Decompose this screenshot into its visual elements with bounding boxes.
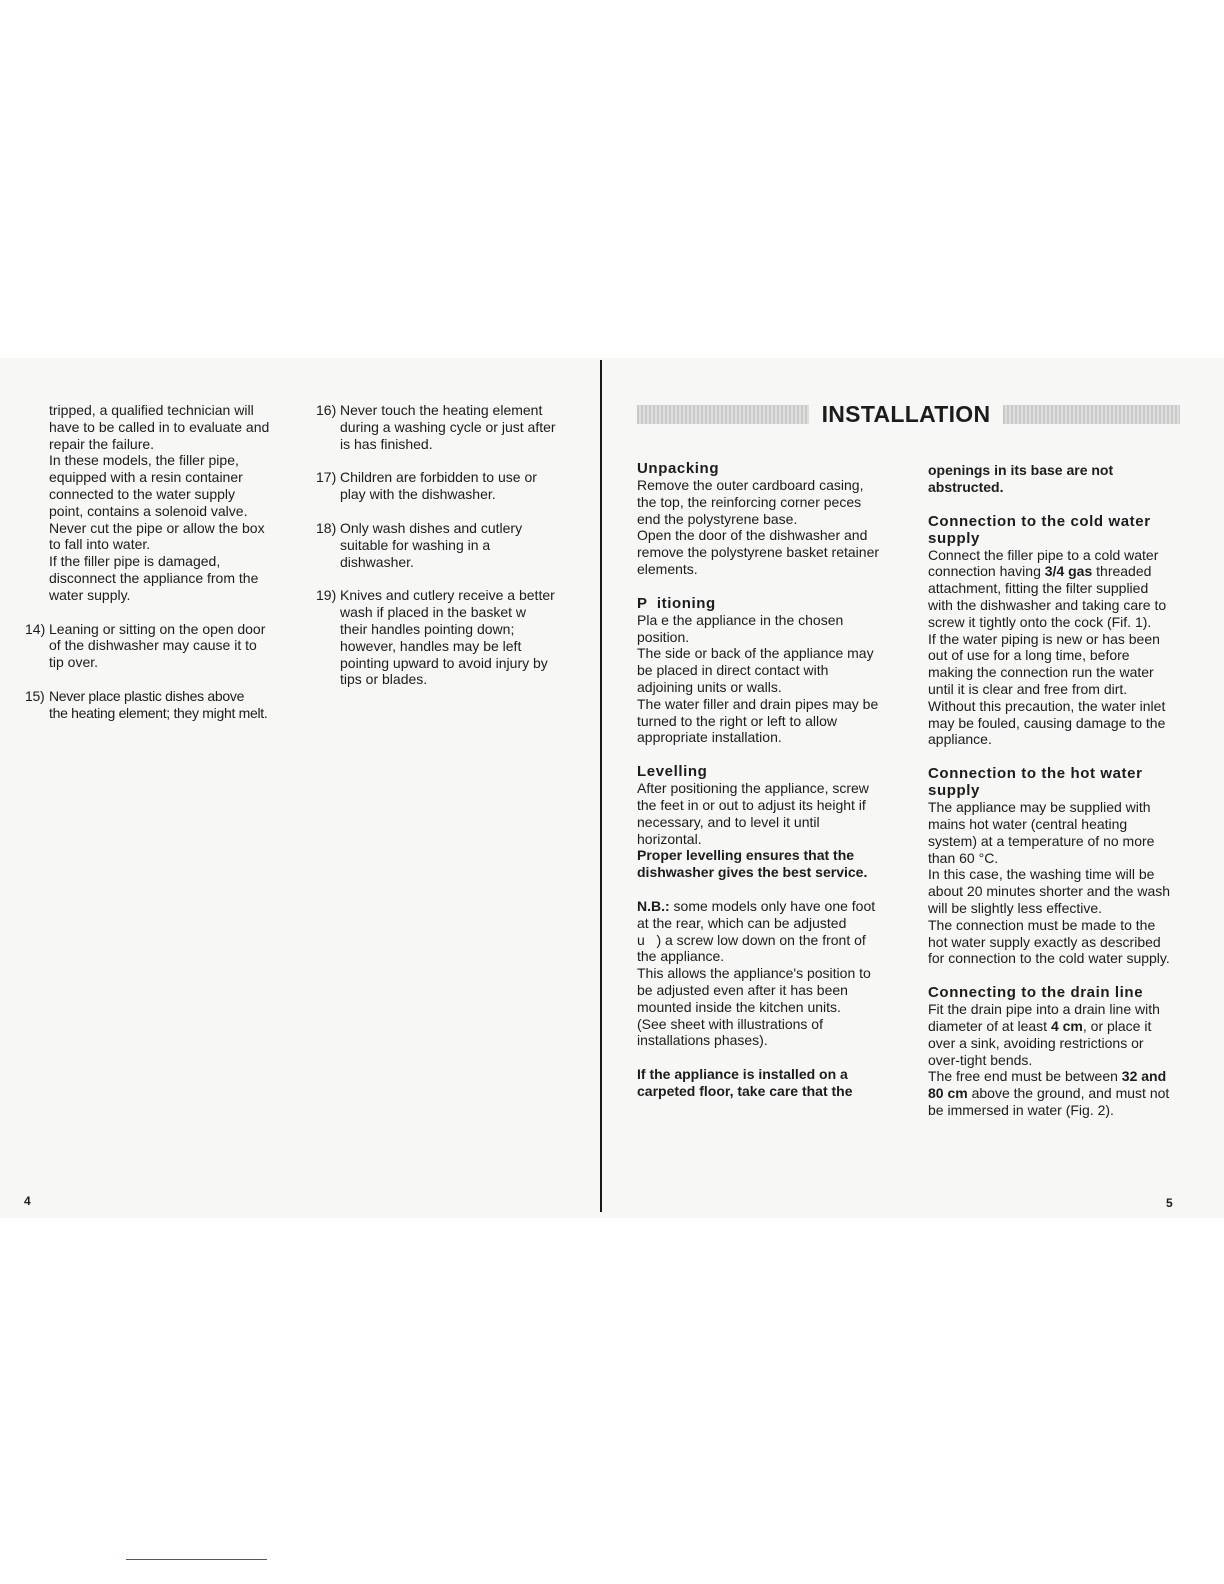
text-line: dishwasher. <box>340 553 414 570</box>
text-line: than 60 °C. <box>928 849 999 866</box>
text-line-mixed <box>928 1068 1190 1085</box>
text-line: Connect the filler pipe to a cold water <box>928 546 1159 563</box>
text-line: The connection must be made to the <box>928 916 1156 933</box>
left-column-1 <box>25 402 295 739</box>
text-line: be adjusted even after it has been <box>637 981 848 998</box>
safety-item-18 <box>316 520 586 570</box>
text-line-mixed <box>928 563 1190 580</box>
text-line: out of use for a long time, before <box>928 647 1130 664</box>
text-line-mixed <box>928 1085 1190 1102</box>
positioning-section <box>637 595 907 746</box>
text-line: the feet in or out to adjust its height if <box>637 796 866 813</box>
text-line: u ) a screw low down on the front of <box>637 931 866 948</box>
text-line: hot water supply exactly as described <box>928 933 1161 950</box>
text-run-bold: 3/4 gas <box>1044 563 1093 580</box>
text-line: the heating element; they might melt. <box>49 704 268 721</box>
text-run: diameter of at least <box>928 1017 1051 1034</box>
levelling-section <box>637 763 907 881</box>
text-line: Only wash dishes and cutlery <box>340 519 523 536</box>
text-line: Never cut the pipe or allow the box <box>49 519 265 536</box>
text-line: This allows the appliance's position to <box>637 965 871 982</box>
text-line: Never touch the heating element <box>340 402 543 418</box>
nb-first-line <box>637 898 907 915</box>
safety-item-17 <box>316 469 586 503</box>
text-line: may be fouled, causing damage to the <box>928 714 1166 731</box>
text-line: repair the failure. <box>49 435 155 452</box>
text-line: turned to the right or left to allow <box>637 712 837 729</box>
text-run: connection having <box>928 563 1045 580</box>
item-number: 16) <box>316 402 337 418</box>
text-line: installations phases). <box>637 1032 768 1049</box>
text-line: tip over. <box>49 654 99 671</box>
carpet-warning-part1 <box>637 1066 907 1100</box>
text-line: the appliance. <box>637 948 725 965</box>
text-line: at the rear, which can be adjusted <box>637 914 847 931</box>
page-number-left: 4 <box>24 1194 31 1208</box>
text-run: , or place it <box>1082 1017 1152 1034</box>
text-run: above the ground, and must not <box>967 1085 1170 1102</box>
item-number: 15) <box>25 687 45 704</box>
left-column-2 <box>316 402 586 705</box>
text-line: disconnect the appliance from the <box>49 569 259 586</box>
text-line: attachment, fitting the filter supplied <box>928 580 1149 597</box>
text-line: position. <box>637 628 690 645</box>
text-line: will be slightly less effective. <box>928 899 1103 916</box>
intro-paragraph <box>25 402 295 604</box>
text-line: water supply. <box>49 586 131 603</box>
cold-water-section <box>928 513 1190 749</box>
text-line: is has finished. <box>340 435 433 452</box>
text-line: Pla e the appliance in the chosen <box>637 611 844 628</box>
section-title: INSTALLATION <box>821 401 991 427</box>
levelling-heading: Levelling <box>637 763 708 781</box>
text-line: screw it tightly onto the cock (Fif. 1). <box>928 613 1152 630</box>
unpacking-heading: Unpacking <box>637 460 720 477</box>
text-line: with the dishwasher and taking care to <box>928 596 1167 613</box>
text-line-bold: openings in its base are not <box>928 462 1114 478</box>
banner-bar-right <box>1003 405 1180 424</box>
text-line: After positioning the appliance, screw <box>637 780 869 797</box>
text-line: wash if placed in the basket w <box>340 604 526 621</box>
text-line: play with the dishwasher. <box>340 486 496 503</box>
hot-water-section <box>928 765 1190 967</box>
text-line: pointing upward to avoid injury by <box>340 654 548 671</box>
text-line: remove the polystyrene basket retainer <box>637 544 880 561</box>
text-line: Never place plastic dishes above <box>49 687 245 704</box>
hot-water-heading-cont: supply <box>928 782 980 800</box>
text-line-bold: carpeted floor, take care that the <box>637 1082 853 1099</box>
text-line: have to be called in to evaluate and <box>49 418 270 435</box>
text-line: for connection to the cold water supply. <box>928 950 1170 967</box>
cold-water-heading-cont: supply <box>928 529 980 547</box>
safety-item-19 <box>316 587 586 688</box>
text-line: appliance. <box>928 731 992 748</box>
text-line: be placed in direct contact with <box>637 662 829 679</box>
text-line: adjoining units or walls. <box>637 678 782 695</box>
text-line: mounted inside the kitchen units. <box>637 998 841 1015</box>
nb-section <box>637 898 907 1049</box>
safety-item-14 <box>25 621 295 671</box>
text-line: If the water piping is new or has been <box>928 630 1160 647</box>
text-run-bold: 4 cm <box>1050 1017 1083 1034</box>
drain-section <box>928 984 1190 1119</box>
text-line: elements. <box>637 560 698 577</box>
text-run-bold: 32 and <box>1121 1068 1167 1085</box>
text-line: making the connection run the water <box>928 664 1154 681</box>
text-line: Fit the drain pipe into a drain line with <box>928 1001 1160 1018</box>
text-line-bold: dishwasher gives the best service. <box>637 864 868 881</box>
safety-item-15 <box>25 688 295 722</box>
text-line: point, contains a solenoid valve. <box>49 502 248 519</box>
text-line-mixed <box>928 1018 1190 1035</box>
hot-water-heading: Connection to the hot water <box>928 765 1143 783</box>
text-line: of the dishwasher may cause it to <box>49 637 257 654</box>
right-column-2 <box>928 462 1190 1136</box>
text-line: The appliance may be supplied with <box>928 799 1151 816</box>
text-line: The water filler and drain pipes may be <box>637 695 879 712</box>
text-run: threaded <box>1092 563 1152 580</box>
text-line: In these models, the filler pipe, <box>49 452 239 469</box>
text-line: If the filler pipe is damaged, <box>49 553 221 570</box>
text-line: Remove the outer cardboard casing, <box>637 477 864 493</box>
text-line: over-tight bends. <box>928 1051 1033 1068</box>
text-line: Leaning or sitting on the open door <box>49 620 266 637</box>
page-number-right: 5 <box>1166 1196 1173 1210</box>
item-number: 17) <box>316 469 337 486</box>
text-line: be immersed in water (Fig. 2). <box>928 1101 1114 1118</box>
text-line: tripped, a qualified technician will <box>49 402 254 418</box>
bottom-rule <box>126 1559 267 1560</box>
nb-text: some models only have one foot <box>669 897 876 914</box>
carpet-warning-part2 <box>928 462 1190 496</box>
text-line: about 20 minutes shorter and the wash <box>928 883 1171 900</box>
text-line: to fall into water. <box>49 536 151 553</box>
text-line: mains hot water (central heating <box>928 815 1128 832</box>
text-line: their handles pointing down; <box>340 620 515 637</box>
text-line: Open the door of the dishwasher and <box>637 527 868 544</box>
positioning-heading: P itioning <box>637 594 716 612</box>
text-line: In this case, the washing time will be <box>928 866 1155 883</box>
text-run-bold: 80 cm <box>928 1085 968 1102</box>
text-line: Without this precaution, the water inlet <box>928 697 1166 714</box>
right-column-1 <box>637 460 907 1117</box>
text-line: (See sheet with illustrations of <box>637 1015 823 1032</box>
text-line-bold: abstructed. <box>928 478 1004 495</box>
item-number: 18) <box>316 519 337 536</box>
text-line: until it is clear and free from dirt. <box>928 680 1128 697</box>
text-line: appropriate installation. <box>637 729 782 746</box>
text-line: the top, the reinforcing corner peces <box>637 493 862 510</box>
text-line: however, handles may be left <box>340 637 522 654</box>
section-banner <box>637 400 1180 428</box>
text-line: The side or back of the appliance may <box>637 645 874 662</box>
text-line: suitable for washing in a <box>340 536 491 553</box>
text-line: tips or blades. <box>340 671 428 688</box>
unpacking-section <box>637 460 907 578</box>
text-line: equipped with a resin container <box>49 469 243 486</box>
item-number: 19) <box>316 587 337 604</box>
drain-heading: Connecting to the drain line <box>928 984 1144 1002</box>
text-line: system) at a temperature of no more <box>928 832 1155 849</box>
cold-water-heading: Connection to the cold water <box>928 512 1151 530</box>
text-line-bold: Proper levelling ensures that the <box>637 847 855 864</box>
text-line: during a washing cycle or just after <box>340 418 556 435</box>
text-line: connected to the water supply <box>49 485 236 502</box>
text-line: Knives and cutlery receive a better <box>340 587 555 604</box>
text-line: end the polystyrene base. <box>637 510 798 527</box>
page-divider <box>600 360 602 1212</box>
text-line: Children are forbidden to use or <box>340 469 537 486</box>
text-run: The free end must be between <box>928 1068 1122 1085</box>
text-line: horizontal. <box>637 830 702 847</box>
text-line-bold: If the appliance is installed on a <box>637 1066 848 1083</box>
safety-item-16 <box>316 402 586 452</box>
text-line: over a sink, avoiding restrictions or <box>928 1034 1144 1051</box>
item-number: 14) <box>25 620 46 637</box>
nb-label: N.B.: <box>637 897 670 914</box>
text-line: necessary, and to level it until <box>637 813 820 830</box>
banner-bar-left <box>637 405 809 424</box>
